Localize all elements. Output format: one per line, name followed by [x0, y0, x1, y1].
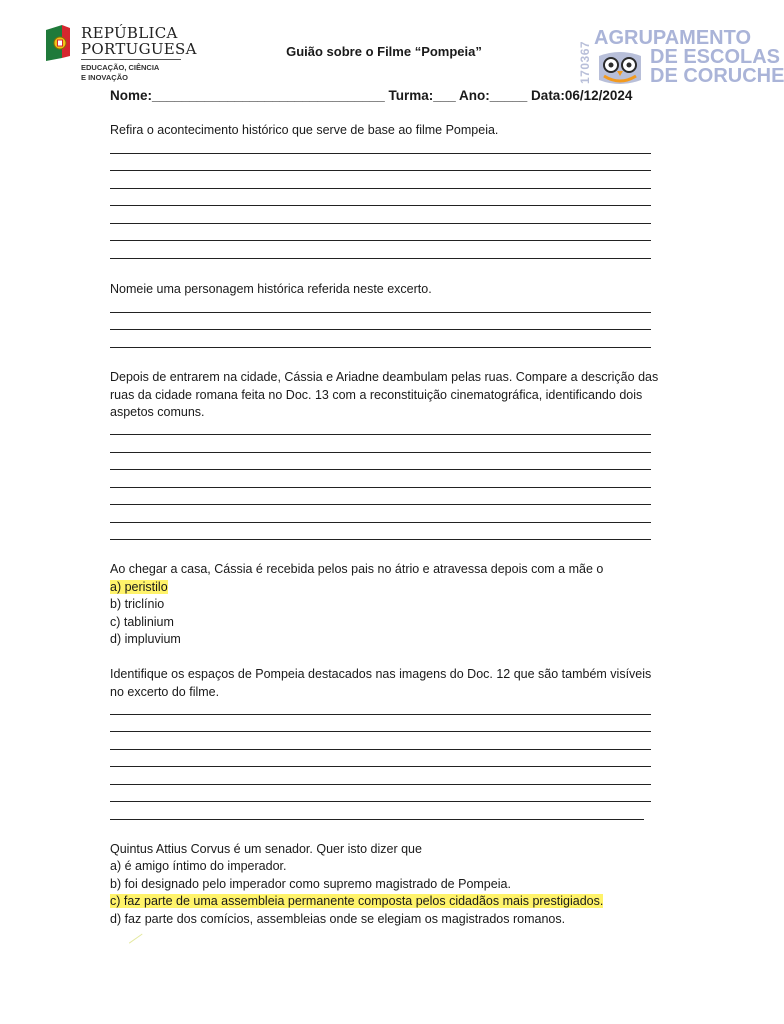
answer-line[interactable]: [110, 434, 651, 435]
answer-line[interactable]: [110, 819, 644, 820]
answer-line[interactable]: [110, 801, 651, 802]
answer-line[interactable]: [110, 240, 651, 241]
answer-line[interactable]: [110, 258, 651, 259]
question-6-option-a[interactable]: a) é amigo íntimo do imperador.: [110, 859, 287, 873]
question-4-text: Ao chegar a casa, Cássia é recebida pelos pais no átrio e atravessa depois com a mãe o: [110, 562, 604, 576]
question-6-option-d[interactable]: d) faz parte dos comícios, assembleias onde se elegiam os magistrados romanos.: [110, 912, 566, 926]
logo-school-code: 170367: [578, 40, 592, 84]
question-6-text: Quintus Attius Corvus é um senador. Quer isto dizer que: [110, 842, 422, 856]
question-4-option-a[interactable]: [110, 579, 168, 597]
logo-republica-text: REPÚBLICA: [81, 24, 178, 42]
question-5-text: Identifique os espaços de Pompeia destacados nas imagens do Doc. 12 que são também visíveis no excerto do filme.: [110, 667, 652, 699]
question-2-text: Nomeie uma personagem histórica referida neste excerto.: [110, 282, 432, 296]
answer-line[interactable]: [110, 487, 651, 488]
question-6-option-b[interactable]: b) foi designado pelo imperador como supremo magistrado de Pompeia.: [110, 877, 511, 891]
highlighted-answer: c) faz parte de uma assembleia permanente composta pelos cidadãos mais prestigiados.: [110, 894, 604, 908]
answer-line[interactable]: [110, 452, 651, 453]
answer-line[interactable]: [110, 312, 651, 313]
logo-divider: [81, 59, 181, 60]
question-1-text: Refira o acontecimento histórico que serve de base ao filme Pompeia.: [110, 123, 499, 137]
answer-line[interactable]: [110, 784, 651, 785]
highlighter-stroke: [129, 934, 143, 945]
answer-line[interactable]: [110, 522, 651, 523]
logo-de-escolas-text: DE ESCOLAS: [650, 46, 781, 68]
answer-line[interactable]: [110, 188, 651, 189]
answer-line[interactable]: [110, 731, 651, 732]
answer-line[interactable]: [110, 153, 651, 154]
answer-line[interactable]: [110, 205, 651, 206]
question-4-option-c[interactable]: c) tablinium: [110, 615, 174, 629]
highlighted-answer: a) peristilo: [110, 580, 168, 594]
question-4-option-b[interactable]: b) triclínio: [110, 597, 165, 611]
answer-line[interactable]: [110, 347, 651, 348]
question-6-option-c[interactable]: [110, 893, 603, 911]
student-info-line: Nome:_______________________________ Turma:___ Ano:_____ Data:06/12/2024: [110, 88, 633, 103]
answer-line[interactable]: [110, 714, 651, 715]
logo-de-coruche-text: DE CORUCHE: [650, 65, 784, 87]
logo-ministry-line1: EDUCAÇÃO, CIÊNCIA: [81, 63, 160, 72]
answer-line[interactable]: [110, 749, 651, 750]
logo-agrupamento-text: AGRUPAMENTO: [594, 27, 752, 49]
logo-portuguesa-text: PORTUGUESA: [81, 40, 197, 58]
answer-line[interactable]: [110, 539, 651, 540]
answer-line[interactable]: [110, 766, 651, 767]
question-3-text: Depois de entrarem na cidade, Cássia e Ariadne deambulam pelas ruas. Compare a descrição das ruas da cidade romana feita no Doc. 13 com a reconstituição cinematográfica, identificando dois aspetos comuns.: [110, 370, 659, 419]
logo-ministry-line2: E INOVAÇÃO: [81, 73, 128, 82]
question-4-option-d[interactable]: d) impluvium: [110, 632, 181, 646]
answer-line[interactable]: [110, 329, 651, 330]
answer-line[interactable]: [110, 469, 651, 470]
answer-line[interactable]: [110, 223, 651, 224]
answer-line[interactable]: [110, 170, 651, 171]
answer-line[interactable]: [110, 504, 651, 505]
document-title: Guião sobre o Filme “Pompeia”: [286, 44, 482, 59]
